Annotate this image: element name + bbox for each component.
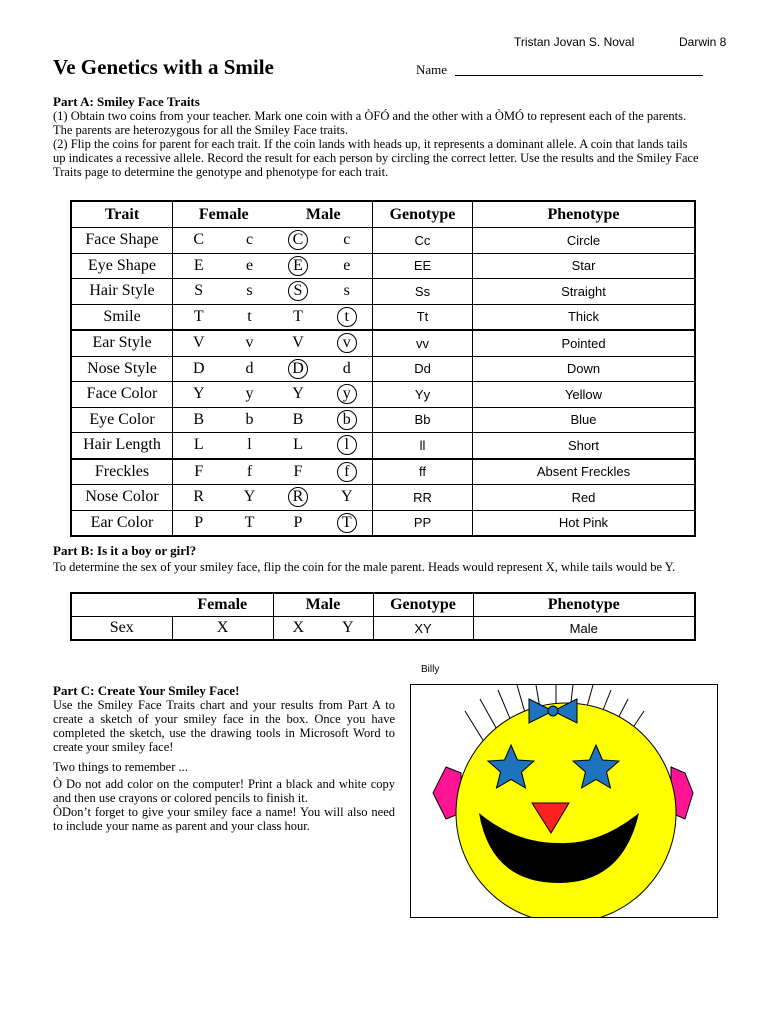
male-allele-1: F	[275, 459, 322, 485]
phenotype: Pointed	[473, 330, 696, 356]
class-name: Darwin 8	[679, 35, 727, 49]
male-allele-2	[322, 330, 373, 356]
name-line	[455, 75, 703, 76]
circled-allele: C	[288, 230, 308, 250]
female-allele-2: c	[225, 228, 275, 254]
phenotype: Absent Freckles	[473, 459, 696, 485]
trait-name: Smile	[71, 304, 173, 330]
part-c-text	[53, 698, 395, 833]
sex-male-1: X	[273, 617, 323, 641]
part-b-text: To determine the sex of your smiley face, flip the coin for the male parent. Heads would represent X, while tails would be Y.	[53, 560, 676, 574]
female-allele-2: y	[225, 382, 275, 408]
female-allele-2: t	[225, 304, 275, 330]
trait-row	[71, 433, 695, 459]
male-allele-2	[322, 407, 373, 433]
name-label: Name	[416, 62, 448, 77]
genotype: Yy	[373, 382, 473, 408]
part-a-title: Part A: Smiley Face Traits	[53, 94, 200, 109]
sex-genotype: XY	[373, 617, 473, 641]
sex-header-row	[71, 593, 695, 617]
phenotype: Short	[473, 433, 696, 459]
trait-name: Hair Length	[71, 433, 173, 459]
female-allele-2: v	[225, 330, 275, 356]
male-allele-2: Y	[322, 485, 373, 511]
trait-name: Face Shape	[71, 228, 173, 254]
circled-allele: T	[337, 513, 357, 533]
sex-row	[71, 617, 695, 641]
trait-row	[71, 253, 695, 279]
female-allele-1: D	[173, 356, 225, 382]
page-title: Ve Genetics with a Smile	[53, 55, 274, 79]
phenotype: Red	[473, 485, 696, 511]
female-allele-2: T	[225, 510, 275, 536]
genotype: ff	[373, 459, 473, 485]
female-allele-1: P	[173, 510, 225, 536]
sex-header-male: Male	[273, 593, 373, 617]
male-allele-2: c	[322, 228, 373, 254]
circled-allele: S	[288, 281, 308, 301]
phenotype: Straight	[473, 279, 696, 305]
part-c-title: Part C: Create Your Smiley Face!	[53, 683, 240, 698]
trait-row	[71, 330, 695, 356]
header-phenotype: Phenotype	[473, 201, 696, 228]
circled-allele: R	[288, 487, 308, 507]
trait-name: Ear Color	[71, 510, 173, 536]
female-allele-1: R	[173, 485, 225, 511]
circled-allele: l	[337, 435, 357, 455]
trait-name: Eye Shape	[71, 253, 173, 279]
male-allele-1	[275, 253, 322, 279]
circled-allele: t	[337, 307, 357, 327]
genotype: Cc	[373, 228, 473, 254]
trait-row	[71, 407, 695, 433]
female-allele-2: Y	[225, 485, 275, 511]
female-allele-1: S	[173, 279, 225, 305]
sex-header-female: Female	[172, 593, 273, 617]
smiley-drawing-box	[410, 684, 718, 918]
trait-name: Ear Style	[71, 330, 173, 356]
trait-row	[71, 304, 695, 330]
smiley-face-drawing	[411, 685, 717, 917]
circled-allele: f	[337, 462, 357, 482]
trait-name: Hair Style	[71, 279, 173, 305]
sex-male-2: Y	[341, 619, 354, 636]
male-allele-1: B	[275, 407, 322, 433]
trait-name: Nose Color	[71, 485, 173, 511]
genotype: RR	[373, 485, 473, 511]
female-allele-1: F	[173, 459, 225, 485]
circled-allele: E	[288, 256, 308, 276]
female-allele-1: B	[173, 407, 225, 433]
trait-row	[71, 459, 695, 485]
female-allele-2: d	[225, 356, 275, 382]
part-c-instructions: Use the Smiley Face Traits chart and your results from Part A to create a sketch of your smiley face in the box. Once you have completed the sketch, use the drawing tools in Microsoft Word to create your smiley face!	[53, 698, 395, 754]
male-allele-1: L	[275, 433, 322, 459]
female-allele-2: f	[225, 459, 275, 485]
male-allele-1: T	[275, 304, 322, 330]
trait-name: Face Color	[71, 382, 173, 408]
male-allele-1	[275, 356, 322, 382]
sex-label: Sex	[71, 617, 172, 641]
male-allele-1: V	[275, 330, 322, 356]
circled-allele: y	[337, 384, 357, 404]
male-allele-2	[322, 459, 373, 485]
genotype: vv	[373, 330, 473, 356]
header-female: Female	[173, 201, 275, 228]
sex-header-phenotype: Phenotype	[473, 593, 695, 617]
trait-row	[71, 279, 695, 305]
sex-header-empty	[71, 593, 172, 617]
header-genotype: Genotype	[373, 201, 473, 228]
circled-allele: b	[337, 410, 357, 430]
genotype: PP	[373, 510, 473, 536]
male-allele-2	[322, 382, 373, 408]
trait-row	[71, 510, 695, 536]
phenotype: Hot Pink	[473, 510, 696, 536]
female-allele-1: Y	[173, 382, 225, 408]
male-allele-1	[275, 279, 322, 305]
header-male: Male	[275, 201, 373, 228]
female-allele-1: T	[173, 304, 225, 330]
circled-allele: D	[288, 359, 308, 379]
male-allele-1	[275, 485, 322, 511]
face-circle	[456, 703, 676, 917]
phenotype: Circle	[473, 228, 696, 254]
phenotype: Star	[473, 253, 696, 279]
genotype: Tt	[373, 304, 473, 330]
sex-table	[70, 592, 696, 641]
part-a-instructions	[53, 109, 703, 179]
header-trait: Trait	[71, 201, 173, 228]
part-c-bullet-1: Ò Do not add color on the computer! Print a black and white copy and then use crayons or colored pencils to finish it.	[53, 777, 395, 805]
male-allele-1	[275, 228, 322, 254]
genotype: Bb	[373, 407, 473, 433]
genotype: ll	[373, 433, 473, 459]
male-allele-2: d	[322, 356, 373, 382]
part-c-bullet-2: ÒDon’t forget to give your smiley face a name! You will also need to include your name as parent and your class hour.	[53, 805, 395, 833]
face-name: Billy	[421, 664, 440, 675]
trait-row	[71, 228, 695, 254]
male-allele-2	[322, 510, 373, 536]
circled-allele: v	[337, 333, 357, 353]
female-allele-2: s	[225, 279, 275, 305]
part-c-remember: Two things to remember ...	[53, 760, 188, 774]
part-a-step1: (1) Obtain two coins from your teacher. Mark one coin with a ÒFÓ and the other with a ÒMÓ to represent each of the parents. The parents are heterozygous for all the Smiley Face traits.	[53, 109, 687, 137]
phenotype: Blue	[473, 407, 696, 433]
male-allele-1: Y	[275, 382, 322, 408]
genotype: Ss	[373, 279, 473, 305]
phenotype: Down	[473, 356, 696, 382]
student-name: Tristan Jovan S. Noval	[514, 35, 635, 49]
male-allele-2: s	[322, 279, 373, 305]
male-allele-2: e	[322, 253, 373, 279]
sex-phenotype: Male	[569, 620, 598, 636]
trait-name: Freckles	[71, 459, 173, 485]
trait-row	[71, 356, 695, 382]
female-allele-1: L	[173, 433, 225, 459]
traits-header-row	[71, 201, 695, 228]
female-allele-2: l	[225, 433, 275, 459]
female-allele-2: b	[225, 407, 275, 433]
trait-row	[71, 485, 695, 511]
male-allele-2	[322, 304, 373, 330]
female-allele-1: C	[173, 228, 225, 254]
traits-table	[70, 200, 696, 537]
male-allele-2	[322, 433, 373, 459]
male-allele-1: P	[275, 510, 322, 536]
phenotype: Thick	[473, 304, 696, 330]
female-allele-1: E	[173, 253, 225, 279]
genotype: Dd	[373, 356, 473, 382]
trait-name: Eye Color	[71, 407, 173, 433]
part-b-title: Part B: Is it a boy or girl?	[53, 543, 197, 558]
sex-female: X	[216, 619, 229, 636]
phenotype: Yellow	[473, 382, 696, 408]
trait-row	[71, 382, 695, 408]
female-allele-2: e	[225, 253, 275, 279]
genotype: EE	[373, 253, 473, 279]
part-a-step2: (2) Flip the coins for parent for each trait. If the coin lands with heads up, it represents a dominant allele. A coin that lands tails up indicates a recessive allele. Record the result for each person by circling the correct letter. Use the results and the Smiley Face Traits page to determine the genotype and phenotype for each trait.	[53, 137, 699, 179]
trait-name: Nose Style	[71, 356, 173, 382]
sex-header-genotype: Genotype	[373, 593, 473, 617]
female-allele-1: V	[173, 330, 225, 356]
